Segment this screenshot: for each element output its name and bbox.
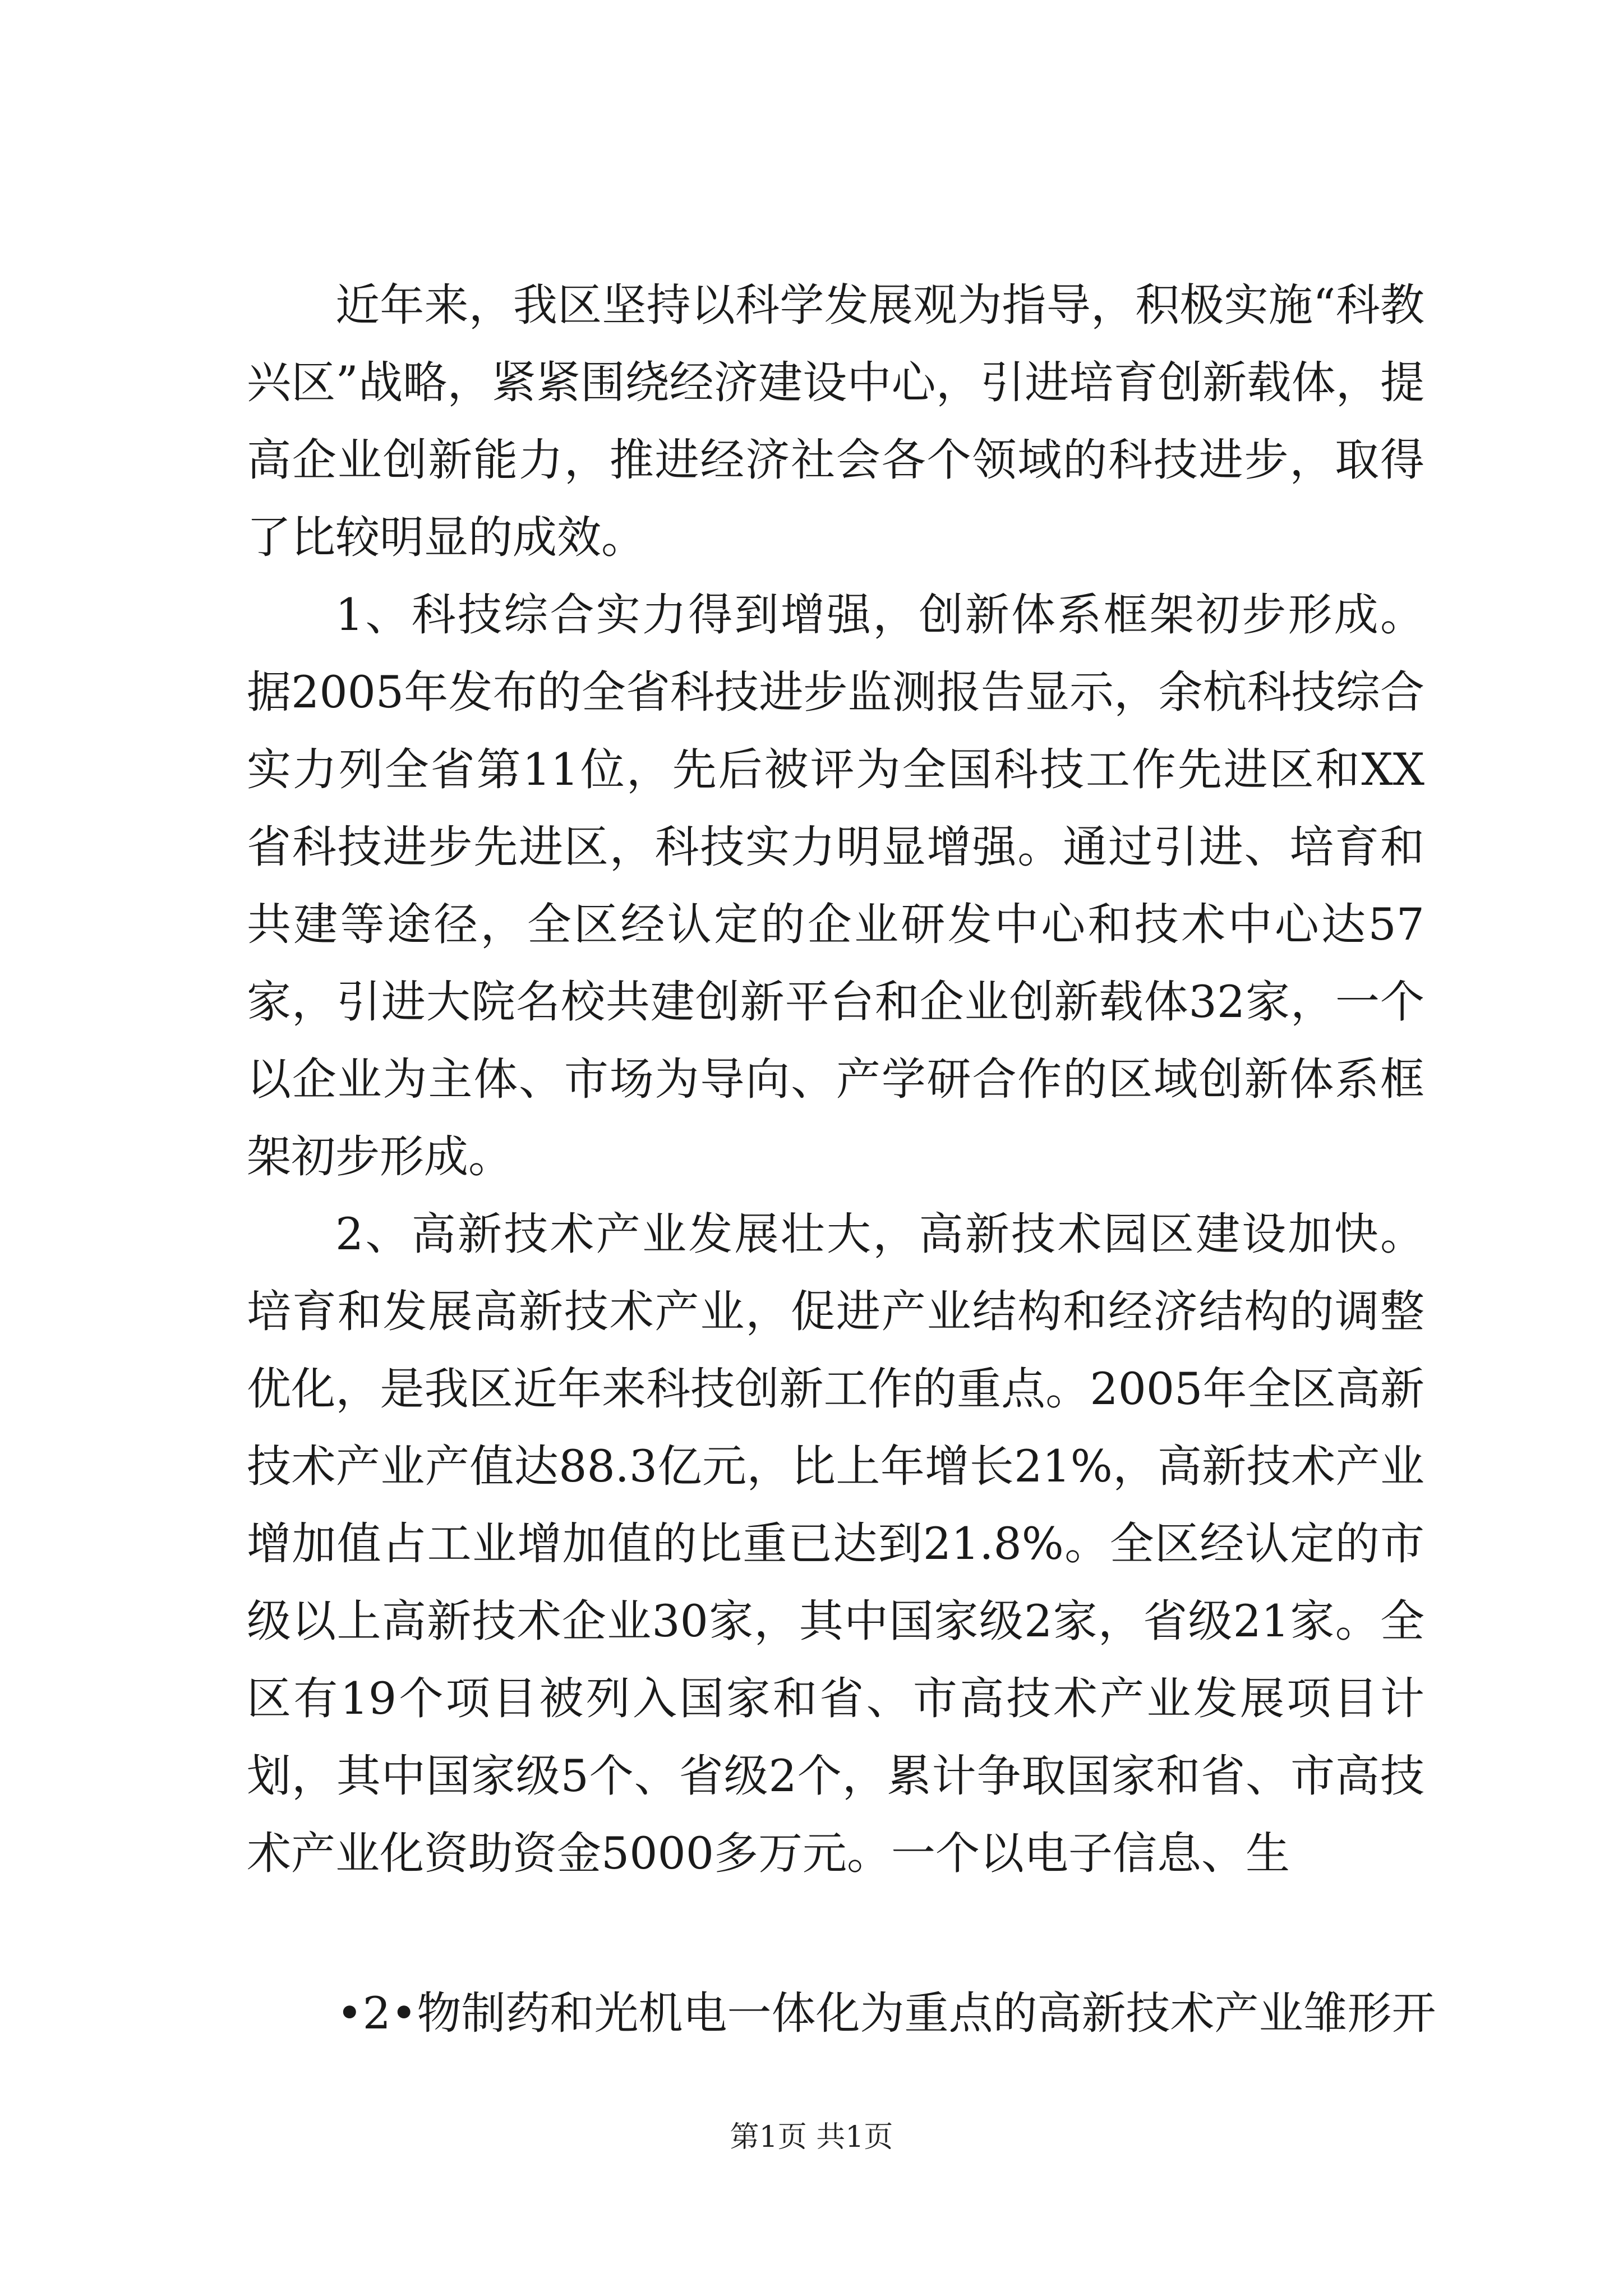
document-body — [247, 266, 1424, 1892]
page-footer: 第1页 共1页 — [730, 2120, 893, 2154]
paragraph-section-1: 1、科技综合实力得到增强，创新体系框架初步形成。据2005年发布的全省科技进步监测报告显示，余杭科技综合实力列全省第11位，先后被评为全国科技工作先进区和XX省科技进步先进区，科技实力明显增强。通过引进、培育和共建等途径，全区经认定的企业研发中心和技术中心达57家，引进大院名校共建创新平台和企业创新载体32家，一个以企业为主体、市场为导向、产学研合作的区域创新体系框架初步形成。 — [247, 589, 1424, 1182]
paragraph-intro: 近年来，我区坚持以科学发展观为指导，积极实施“科教兴区”战略，紧紧围绕经济建设中心，引进培育创新载体，提高企业创新能力，推进经济社会各个领域的科技进步，取得了比较明显的成效。 — [247, 279, 1424, 563]
continuation-line: •2•物制药和光机电一体化为重点的高新技术产业雏形开 — [336, 1987, 1436, 2039]
paragraph-section-2: 2、高新技术产业发展壮大，高新技术园区建设加快。培育和发展高新技术产业，促进产业结构和经济结构的调整优化，是我区近年来科技创新工作的重点。2005年全区高新技术产业产值达88.3亿元，比上年增长21%，高新技术产业增加值占工业增加值的比重已达到21.8%。全区经认定的市级以上高新技术企业30家，其中国家级2家，省级21家。全区有19个项目被列入国家和省、市高技术产业发展项目计划，其中国家级5个、省级2个，累计争取国家和省、市高技术产业化资助资金5000多万元。一个以电子信息、生 — [247, 1208, 1424, 1879]
